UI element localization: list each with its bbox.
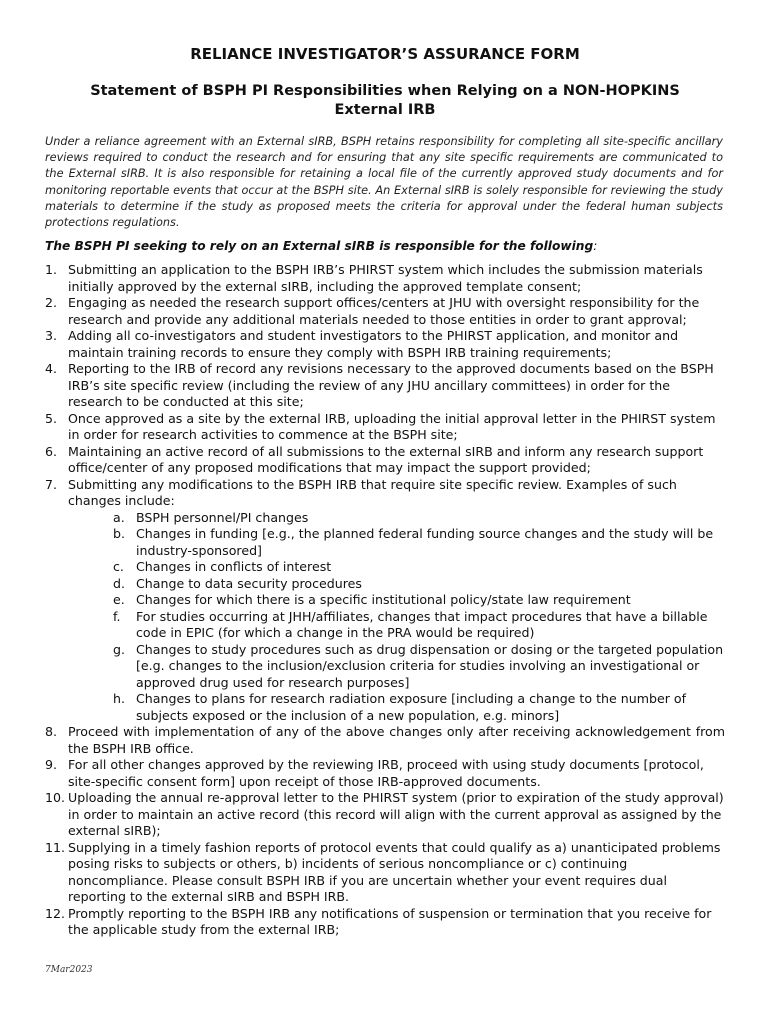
sub-item-letter: d. [113, 575, 125, 591]
list-item [45, 790, 725, 840]
sub-item-text: BSPH personnel/PI changes [136, 509, 309, 525]
item-text: Maintaining an active record of all submissions to the external sIRB and inform any research support office/center of any proposed modifications that may impact the support provided; [68, 443, 704, 475]
sub-item-text: Changes for which there is a specific institutional policy/state law requirement [136, 592, 631, 607]
list-item [45, 724, 725, 757]
sub-item-letter: e. [113, 592, 125, 607]
sub-list-item [113, 526, 725, 559]
sub-list-item [113, 576, 725, 593]
item-text: Adding all co-investigators and student investigators to the PHIRST application, and monitor and maintain training records to ensure they comply with BSPH IRB training requirements; [68, 328, 679, 360]
list-item [45, 361, 725, 411]
footer-date: 7Mar2023 [45, 965, 93, 975]
item-number: 7. [45, 476, 58, 492]
item-text: Once approved as a site by the external IRB, uploading the initial approval letter in the PHIRST system in order for research activities to commence at the BSPH site; [68, 410, 716, 442]
item-text: Supplying in a timely fashion reports of protocol events that could qualify as a) unanticipated problems posing risks to subjects or others, b) incidents of serious noncompliance or c) continuing noncompliance. Please consult BSPH IRB if you are uncertain whether your event requires dual reporting to the external sIRB and BSPH IRB. [68, 839, 721, 904]
lead-text: The BSPH PI seeking to rely on an External sIRB is responsible for the following [45, 239, 594, 253]
list-item [45, 262, 725, 295]
list-item [45, 411, 725, 444]
sub-item-text: For studies occurring at JHH/affiliates, changes that impact procedures that have a billable code in EPIC (for which a change in the PRA would be required) [136, 608, 708, 640]
responsibilities-list [45, 262, 725, 939]
sub-list-item [113, 642, 725, 692]
sub-list-item [113, 592, 725, 609]
page-title: RELIANCE INVESTIGATOR’S ASSURANCE FORM [190, 45, 580, 63]
item-number: 11. [45, 839, 66, 855]
item-text: Engaging as needed the research support offices/centers at JHU with oversight responsibility for the research and provide any additional materials needed to those entities in order to grant approval; [68, 295, 700, 327]
item-number: 9. [45, 757, 58, 772]
page-subtitle: Statement of BSPH PI Responsibilities when Relying on a NON-HOPKINS External IRB [90, 83, 680, 118]
sub-list-item [113, 691, 725, 724]
list-item [45, 757, 725, 790]
item-text: Submitting any modifications to the BSPH IRB that require site specific review. Examples of such changes include: [68, 476, 677, 508]
item-text: Uploading the annual re-approval letter to the PHIRST system (prior to expiration of the study approval) in order to maintain an active record (this record will align with the current approval as assigned by the external sIRB); [68, 790, 724, 838]
sub-item-text: Changes in funding [e.g., the planned federal funding source changes and the study will be industry-sponsored] [136, 526, 714, 558]
item-number: 1. [45, 262, 58, 277]
item-number: 2. [45, 295, 58, 310]
list-item [45, 328, 725, 361]
sub-item-letter: a. [113, 509, 125, 525]
item-text: Proceed with implementation of any of the above changes only after receiving acknowledgement from the BSPH IRB office. [68, 724, 725, 756]
item-text: Promptly reporting to the BSPH IRB any notifications of suspension or termination that you receive for the applicable study from the external IRB; [68, 905, 712, 937]
sub-item-text: Changes to plans for research radiation exposure [including a change to the number of subjects exposed or the inclusion of a new population, e.g. minors] [136, 691, 687, 723]
sub-list-item [113, 510, 725, 527]
sub-list [68, 510, 725, 725]
item-number: 5. [45, 410, 58, 426]
sub-item-letter: c. [113, 559, 124, 574]
sub-item-letter: b. [113, 526, 125, 541]
sub-item-text: Change to data security procedures [136, 575, 362, 591]
sub-item-letter: h. [113, 691, 125, 706]
sub-list-item [113, 609, 725, 642]
item-text: Reporting to the IRB of record any revisions necessary to the approved documents based on the BSPH IRB’s site specific review (including the review of any JHU ancillary committees) in order for the research to be conducted at this site; [68, 361, 714, 409]
item-text: Submitting an application to the BSPH IRB’s PHIRST system which includes the submission materials initially approved by the external sIRB, including the approved template consent; [68, 262, 703, 294]
item-number: 4. [45, 361, 58, 376]
sub-item-text: Changes in conflicts of interest [136, 559, 332, 574]
responsibilities-lead [45, 239, 597, 253]
sub-item-text: Changes to study procedures such as drug dispensation or dosing or the targeted population [e.g. changes to the inclusion/exclusion criteria for studies involving an investigational or approved drug used for research purposes] [136, 641, 724, 690]
item-number: 3. [45, 328, 58, 343]
item-number: 6. [45, 443, 58, 459]
list-item [45, 444, 725, 477]
item-number: 12. [45, 905, 66, 921]
sub-item-letter: f. [113, 608, 121, 624]
sub-list-item [113, 559, 725, 576]
list-item [45, 295, 725, 328]
intro-paragraph: Under a reliance agreement with an External sIRB, BSPH retains responsibility for completing all site-specific ancillary reviews required to conduct the research and for ensuring that any site specific requirements are communicated to the External sIRB. It is also responsible for retaining a local file of the currently approved study documents and for monitoring reportable events that occur at the BSPH site. An External sIRB is solely responsible for reviewing the study materials to determine if the study as proposed meets the criteria for approval under the federal human subjects protections regulations. [45, 135, 723, 230]
item-number: 8. [45, 724, 58, 739]
sub-item-letter: g. [113, 641, 125, 657]
item-number: 10. [45, 790, 66, 805]
lead-colon: : [593, 239, 598, 253]
item-text: For all other changes approved by the reviewing IRB, proceed with using study documents [protocol, site-specific consent form] upon receipt of those IRB-approved documents. [68, 757, 704, 789]
list-item [45, 906, 725, 939]
list-item [45, 840, 725, 906]
list-item [45, 477, 725, 725]
